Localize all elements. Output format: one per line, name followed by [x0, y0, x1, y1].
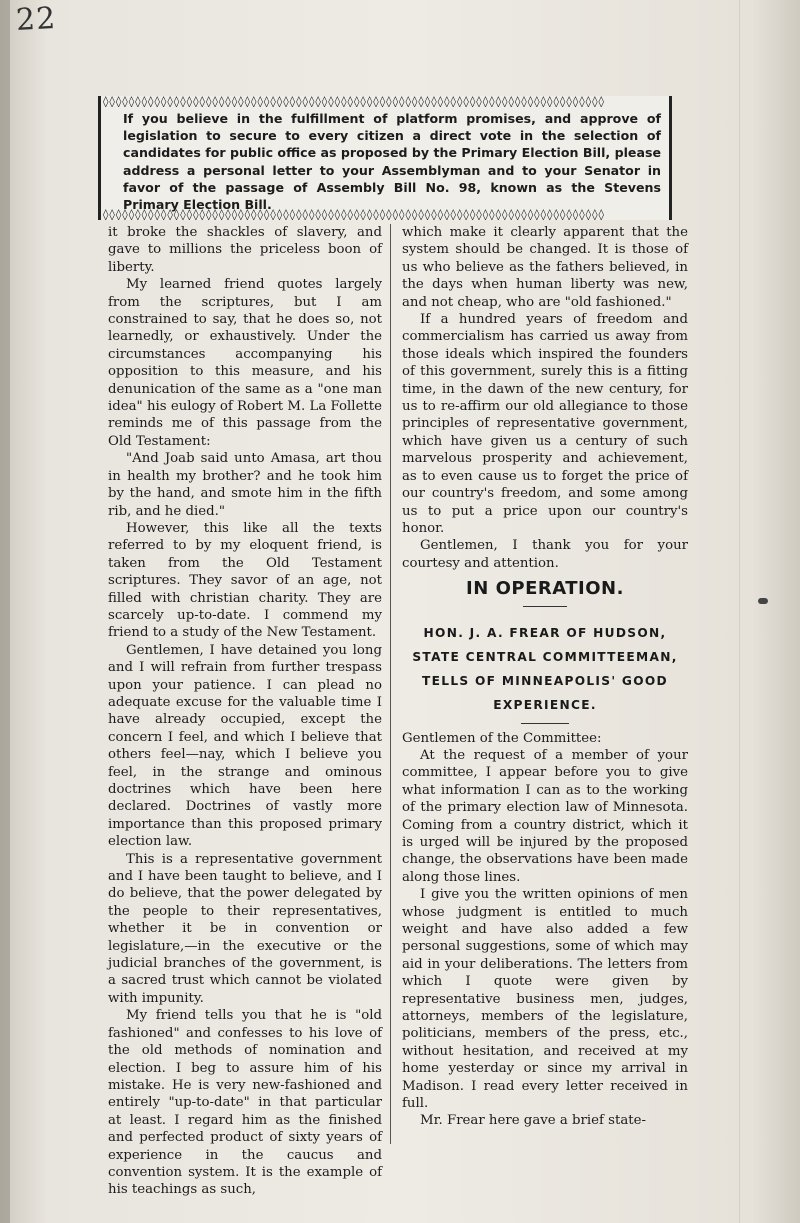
paragraph: I give you the written opinions of men whose judgment is entitled to much weight and have also added a few personal suggestions, some of which may aid in your deliberations. The letters from which I quote were given by representative business men, judges, attorneys, members of the legislature, politicians, members of the press, etc., without hesitation, and received at my home yesterday or since my arrival in Madison. I read every letter received in full. — [402, 887, 688, 1112]
paragraph: Mr. Frear here gave a brief state- — [420, 1113, 646, 1129]
left-column — [108, 224, 391, 1198]
paragraph: This is a representative government and I have been taught to believe, and I do believe, that the power delegated by the people to their representatives, whether it be in convention or legislature,—in the executive or the judicial branches of the government, is a sacred trust which cannot be violated with impunity. — [108, 851, 382, 1006]
ink-smudge — [758, 598, 768, 604]
paragraph: However, this like all the texts referred to by my eloquent friend, is taken from the Old Testament scriptures. They savor of an age, not filled with christian charity. They are scarcely up-to-date. I commend my friend to a study of the New Testament. — [108, 520, 382, 641]
right-column — [398, 224, 688, 1130]
paragraph: Gentlemen, I have detained you long and I will refrain from further trespass upon your patience. I can plead no adequate excuse for the valuable time I have already occupied, except the concern I feel, and which I believe that others feel—nay, which I believe you feel, in the strange and ominous doctrines which have been here declared. Doctrines of vastly more importance than this proposed primary election law. — [108, 642, 382, 850]
quotation: "And Joab said unto Amasa, art thou in health my brother? and he took him by the hand, and smote him in the fifth rib, and he died." — [108, 451, 382, 519]
article-heading: IN OPERATION. — [466, 578, 624, 600]
salutation: Gentlemen of the Committee: — [402, 730, 602, 746]
notice-box — [98, 96, 672, 220]
paragraph: it broke the shackles of slavery, and gave to millions the priceless boon of liberty. — [108, 225, 382, 275]
divider — [523, 606, 567, 607]
paragraph: At the request of a member of your committee, I appear before you to give what information I can as to the working of the primary election law of Minnesota. Coming from a country district, which it is urged will be injured by the proposed change, the observations have been made along those lines. — [402, 747, 688, 885]
paragraph: which make it clearly apparent that the system should be changed. It is those of us who believe as the fathers believed, in the days when human liberty was new, and not cheap, who are "old fashioned." — [402, 225, 688, 310]
paragraph: My friend tells you that he is "old fashioned" and confesses to his love of the old methods of nomination and election. I beg to assure him of his mistake. He is very new-fashioned and entirely "up-to-date" in that particular at least. I regard him as the finished and perfected product of sixty years of experience in the caucus and convention system. It is the example of his teachings as such, — [108, 1008, 382, 1198]
page-edge — [0, 0, 10, 1223]
page-fold — [739, 0, 740, 1223]
ornamental-border-bottom: ◊◊◊◊◊◊◊◊◊◊◊◊◊◊◊◊◊◊◊◊◊◊◊◊◊◊◊◊◊◊◊◊◊◊◊◊◊◊◊◊◊◊◊◊◊◊◊◊◊◊◊◊◊◊◊◊◊◊◊◊◊◊◊◊◊◊◊◊◊◊◊◊◊◊◊◊◊◊ — [103, 209, 605, 220]
ornamental-border-top: ◊◊◊◊◊◊◊◊◊◊◊◊◊◊◊◊◊◊◊◊◊◊◊◊◊◊◊◊◊◊◊◊◊◊◊◊◊◊◊◊◊◊◊◊◊◊◊◊◊◊◊◊◊◊◊◊◊◊◊◊◊◊◊◊◊◊◊◊◊◊◊◊◊◊◊◊◊◊ — [103, 96, 605, 107]
paragraph: Gentlemen, I thank you for your courtesy and attention. — [402, 538, 688, 571]
paragraph: If a hundred years of freedom and commercialism has carried us away from those ideals which inspired the founders of this government, surely this is a fitting time, in the dawn of the new century, for us to re-affirm our old allegiance to those principles of representative government, which have given us a century of such marvelous prosperity and achievement, as to even cause us to forget the price of our country's freedom, and some among us to put a price upon our country's honor. — [402, 312, 688, 536]
notice-text: If you believe in the fulfillment of platform promises, and approve of legislation to secure to every citizen a direct vote in the selection of candidates for public office as proposed by the Primary Election Bill, please address a personal letter to your Assemblyman and to your Senator in favor of the passage of Assembly Bill No. 98, known as the Stevens Primary Election Bill. — [123, 111, 661, 213]
page-number: 22 — [15, 0, 58, 39]
article-subheading: HON. J. A. FREAR OF HUDSON, STATE CENTRAL COMMITTEEMAN, TELLS OF MINNEAPOLIS' GOOD EXPERIENCE. — [412, 625, 678, 712]
divider — [521, 723, 569, 724]
paragraph: My learned friend quotes largely from the scriptures, but I am constrained to say, that he does so, not learnedly, or exhaustively. Under the circumstances accompanying his opposition to this measure, and his denunication of the same as a "one man idea" his eulogy of Robert M. La Follette reminds me of this passage from the Old Testament: — [108, 277, 382, 449]
